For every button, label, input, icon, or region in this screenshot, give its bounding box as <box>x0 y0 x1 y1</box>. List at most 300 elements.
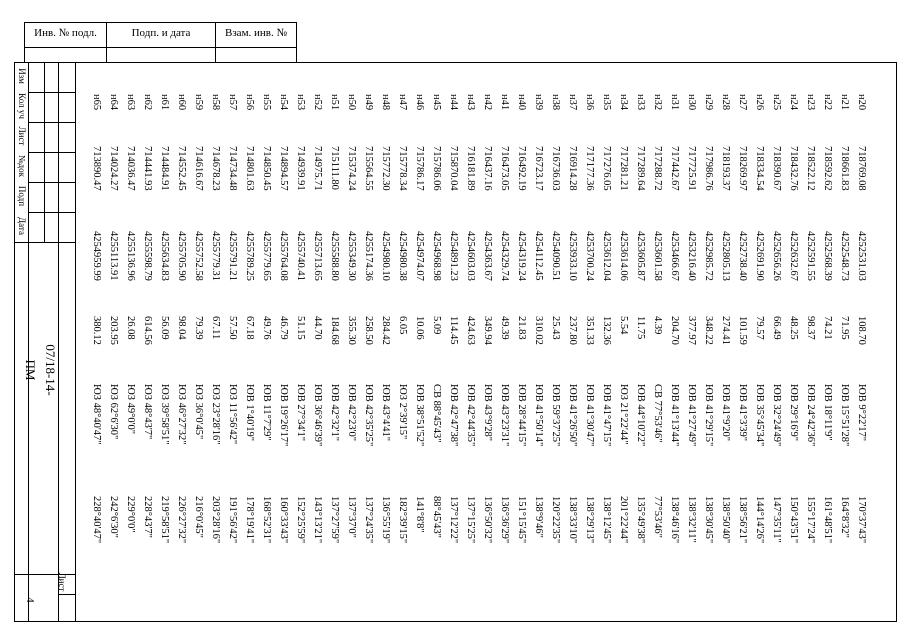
table-cell: 138°33'10" <box>567 496 578 544</box>
table-cell: 714552.45 <box>176 146 187 191</box>
table-cell: 4252656.26 <box>771 231 782 281</box>
table-cell: 136°50'32" <box>482 496 493 544</box>
table-row <box>581 94 598 604</box>
table-cell: н23 <box>805 94 816 111</box>
table-row <box>105 94 122 604</box>
table-cell: 4253605.87 <box>635 231 646 281</box>
table-cell: 351.33 <box>584 316 595 345</box>
table-cell: ЮВ 42°44'35" <box>465 384 476 447</box>
table-cell: 717281.21 <box>618 146 629 191</box>
header-data: Дата <box>17 217 27 235</box>
table-row <box>258 94 275 604</box>
table-row <box>547 94 564 604</box>
table-cell: 718390.67 <box>771 146 782 191</box>
table-cell: 143°13'21" <box>312 496 323 544</box>
table-cell: н38 <box>550 94 561 111</box>
table-cell: 5.54 <box>618 316 629 335</box>
table-row <box>462 94 479 604</box>
table-cell: 46.79 <box>278 316 289 340</box>
table-cell: 147°35'11" <box>771 496 782 543</box>
table-cell: н40 <box>516 94 527 111</box>
table-cell: 138°12'45" <box>601 496 612 544</box>
table-cell: 4255740.41 <box>295 231 306 281</box>
table-cell: 67.11 <box>210 316 221 340</box>
table-cell: 4254968.98 <box>431 231 442 281</box>
table-cell: 98.04 <box>176 316 187 340</box>
sheet-number: 4 <box>24 597 36 603</box>
table-cell: 718193.37 <box>720 146 731 191</box>
table-cell: н58 <box>210 94 221 111</box>
table-row <box>768 94 785 604</box>
table-cell: н34 <box>618 94 629 111</box>
table-cell: 164°8'32" <box>839 496 850 538</box>
table-row <box>241 94 258 604</box>
table-cell: н35 <box>601 94 612 111</box>
table-cell: 4253601.58 <box>652 231 663 281</box>
table-cell: ЮВ 24°42'36" <box>805 384 816 447</box>
table-cell: 715374.24 <box>346 146 357 191</box>
header-ndok: №док <box>17 154 27 178</box>
table-cell: ЮЗ 46°27'32" <box>176 384 187 445</box>
table-cell: 715564.55 <box>363 146 374 191</box>
table-cell: н49 <box>363 94 374 111</box>
table-row <box>683 94 700 604</box>
table-cell: ЮЗ 36°0'45" <box>193 384 204 440</box>
vzam-inv-label: Взам. инв. № <box>225 27 287 39</box>
table-row <box>275 94 292 604</box>
table-cell: 715786.06 <box>431 146 442 191</box>
table-cell: н28 <box>720 94 731 111</box>
header-kol-uch: Кол уч <box>17 93 27 119</box>
table-cell: ЮВ 42°32'1" <box>329 384 340 442</box>
table-cell: ЮВ 59°37'25" <box>550 384 561 447</box>
table-cell: н47 <box>397 94 408 111</box>
table-cell: ЮЗ 48°40'47" <box>91 384 102 445</box>
table-cell: ЮВ 42°23'0" <box>346 384 357 442</box>
table-cell: 377.97 <box>686 316 697 345</box>
table-cell: 132.36 <box>601 316 612 345</box>
table-cell: 67.18 <box>244 316 255 340</box>
table-cell: 136°55'19" <box>380 496 391 544</box>
table-cell: ЮЗ 39°58'51" <box>159 384 170 445</box>
table-cell: н61 <box>159 94 170 111</box>
table-cell: 237.80 <box>567 316 578 345</box>
table-cell: 714850.45 <box>261 146 272 191</box>
table-cell: 48.25 <box>788 316 799 340</box>
table-cell: 4254090.51 <box>550 231 561 281</box>
table-cell: 204.70 <box>669 316 680 345</box>
table-cell: 135°49'38" <box>635 496 646 544</box>
table-cell: 4252591.55 <box>805 231 816 281</box>
table-cell: 203.95 <box>108 316 119 345</box>
table-cell: ЮВ 43°9'28" <box>482 384 493 442</box>
table-cell: 4255588.80 <box>329 231 340 281</box>
table-row <box>122 94 139 604</box>
table-cell: н26 <box>754 94 765 111</box>
table-cell: 424.63 <box>465 316 476 345</box>
table-cell: 714024.27 <box>108 146 119 191</box>
table-cell: н62 <box>142 94 153 111</box>
table-cell: 228°40'47" <box>91 496 102 544</box>
table-cell: 108.70 <box>856 316 867 345</box>
sheet-label: Лист <box>57 572 67 592</box>
table-cell: 713890.47 <box>91 146 102 191</box>
table-cell: 170°37'43" <box>856 496 867 544</box>
table-row <box>428 94 445 604</box>
table-cell: н43 <box>465 94 476 111</box>
table-cell: 4252548.73 <box>839 231 850 281</box>
table-cell: н22 <box>822 94 833 111</box>
table-cell: 716914.28 <box>567 146 578 191</box>
table-cell: 138°56'21" <box>737 496 748 544</box>
table-cell: 718661.83 <box>839 146 850 191</box>
table-row <box>292 94 309 604</box>
header-izm: Изм <box>17 68 27 84</box>
table-cell: 355.30 <box>346 316 357 345</box>
table-cell: 219°58'51" <box>159 496 170 544</box>
table-cell: 191°56'42" <box>227 496 238 544</box>
table-cell: 4254980.38 <box>397 231 408 281</box>
table-cell: 152°25'59" <box>295 496 306 544</box>
table-row <box>88 94 105 604</box>
table-row <box>530 94 547 604</box>
table-cell: 4255598.79 <box>142 231 153 281</box>
table-cell: ЮВ 41°26'50" <box>567 384 578 447</box>
table-cell: 717725.91 <box>686 146 697 191</box>
table-cell: 98.37 <box>805 316 816 340</box>
table-cell: 4254891.23 <box>448 231 459 281</box>
table-cell: 714036.47 <box>125 146 136 191</box>
table-row <box>819 94 836 604</box>
table-row <box>513 94 530 604</box>
table-cell: 5.09 <box>431 316 442 335</box>
table-cell: н33 <box>635 94 646 111</box>
table-cell: 4.39 <box>652 316 663 335</box>
table-cell: 44.70 <box>312 316 323 340</box>
table-cell: 4255705.90 <box>176 231 187 281</box>
table-cell: 718334.54 <box>754 146 765 191</box>
table-cell: н57 <box>227 94 238 111</box>
table-cell: ЮВ 32°24'49" <box>771 384 782 447</box>
table-cell: 714484.91 <box>159 146 170 191</box>
table-cell: н32 <box>652 94 663 111</box>
table-cell: 4252632.67 <box>788 231 799 281</box>
table-cell: ЮЗ 2°39'15" <box>397 384 408 440</box>
table-cell: 66.49 <box>771 316 782 340</box>
table-cell: 49.76 <box>261 316 272 340</box>
table-cell: 4255349.30 <box>346 231 357 281</box>
table-row <box>479 94 496 604</box>
table-cell: 714616.67 <box>193 146 204 191</box>
table-cell: 717442.67 <box>669 146 680 191</box>
table-cell: 715772.30 <box>380 146 391 191</box>
table-row <box>700 94 717 604</box>
table-cell: 242°6'30" <box>108 496 119 538</box>
table-cell: 718522.12 <box>805 146 816 191</box>
table-row <box>445 94 462 604</box>
table-cell: ЮВ 41°13'44" <box>669 384 680 447</box>
table-cell: 203°28'16" <box>210 496 221 544</box>
table-cell: 4252531.03 <box>856 231 867 281</box>
table-cell: ЮВ 9°22'17" <box>856 384 867 442</box>
table-cell: 4253933.10 <box>567 231 578 281</box>
table-cell: 714734.48 <box>227 146 238 191</box>
table-row <box>785 94 802 604</box>
table-row <box>649 94 666 604</box>
table-cell: 714678.23 <box>210 146 221 191</box>
table-cell: 216°0'45" <box>193 496 204 538</box>
table-cell: 718592.62 <box>822 146 833 191</box>
table-cell: ЮВ 38°51'52" <box>414 384 425 447</box>
table-cell: 184.68 <box>329 316 340 345</box>
podp-data-label: Подп. и дата <box>131 27 191 39</box>
header-list: Лист <box>17 126 27 146</box>
table-cell: н55 <box>261 94 272 111</box>
table-cell: н46 <box>414 94 425 111</box>
table-cell: 150°43'51" <box>788 496 799 544</box>
table-row <box>309 94 326 604</box>
table-cell: 4255789.25 <box>244 231 255 281</box>
table-cell: 4253700.24 <box>584 231 595 281</box>
table-cell: 284.42 <box>380 316 391 345</box>
table-cell: н27 <box>737 94 748 111</box>
table-cell: 79.39 <box>193 316 204 340</box>
table-cell: 141°8'8" <box>414 496 425 533</box>
table-cell: 137°24'35" <box>363 496 374 544</box>
table-cell: 138°9'46" <box>533 496 544 538</box>
table-cell: н53 <box>295 94 306 111</box>
table-cell: 717276.05 <box>601 146 612 191</box>
table-row <box>173 94 190 604</box>
table-cell: ЮВ 43°23'31" <box>499 384 510 447</box>
table-cell: н45 <box>431 94 442 111</box>
table-row <box>666 94 683 604</box>
table-row <box>632 94 649 604</box>
table-cell: н52 <box>312 94 323 111</box>
table-row <box>717 94 734 604</box>
table-cell: 151°15'45" <box>516 496 527 544</box>
table-cell: н56 <box>244 94 255 111</box>
table-cell: 4253466.67 <box>669 231 680 281</box>
table-cell: 4254959.99 <box>91 231 102 281</box>
table-cell: 274.41 <box>720 316 731 345</box>
table-cell: ЮВ 43°4'41" <box>380 384 391 442</box>
table-cell: 4254329.74 <box>499 231 510 281</box>
table-cell: 714441.93 <box>142 146 153 191</box>
table-cell: 201°22'44" <box>618 496 629 544</box>
table-cell: 380.12 <box>91 316 102 345</box>
table-cell: СВ 77°53'46" <box>652 384 663 443</box>
table-cell: 51.15 <box>295 316 306 340</box>
table-cell: ЮВ 41°29'15" <box>703 384 714 447</box>
table-cell: 144°14'26" <box>754 496 765 544</box>
table-cell: ЮВ 42°35'25" <box>363 384 374 447</box>
table-cell: н59 <box>193 94 204 111</box>
table-cell: 717986.76 <box>703 146 714 191</box>
table-cell: 4255136.96 <box>125 231 136 281</box>
table-row <box>377 94 394 604</box>
table-cell: 4254363.67 <box>482 231 493 281</box>
table-row <box>802 94 819 604</box>
table-cell: ЮЗ 23°28'16" <box>210 384 221 445</box>
table-cell: 4255713.65 <box>312 231 323 281</box>
table-cell: 79.57 <box>754 316 765 340</box>
table-cell: 138°29'13" <box>584 496 595 544</box>
table-cell: ЮВ 28°44'15" <box>516 384 527 447</box>
table-cell: н24 <box>788 94 799 111</box>
table-cell: ЮВ 35°45'34" <box>754 384 765 447</box>
table-cell: 4255752.58 <box>193 231 204 281</box>
table-cell: 137°15'25" <box>465 496 476 544</box>
table-cell: н30 <box>686 94 697 111</box>
table-row <box>564 94 581 604</box>
table-cell: 718769.08 <box>856 146 867 191</box>
table-cell: 717288.72 <box>652 146 663 191</box>
table-cell: ЮВ 41°3'39" <box>737 384 748 442</box>
table-cell: н50 <box>346 94 357 111</box>
table-cell: 6.05 <box>397 316 408 335</box>
table-row <box>411 94 428 604</box>
table-cell: 49.39 <box>499 316 510 340</box>
table-cell: н36 <box>584 94 595 111</box>
table-cell: 4252738.40 <box>737 231 748 281</box>
table-cell: 715778.34 <box>397 146 408 191</box>
table-cell: ЮВ 11°7'29" <box>261 384 272 441</box>
document-code: 07/18-14-ПМ <box>23 344 58 396</box>
table-cell: 88°45'43" <box>431 496 442 538</box>
table-cell: 4254319.24 <box>516 231 527 281</box>
table-cell: 4254980.10 <box>380 231 391 281</box>
table-cell: 310.02 <box>533 316 544 345</box>
table-cell: ЮВ 41°27'49" <box>686 384 697 447</box>
table-cell: н44 <box>448 94 459 111</box>
table-cell: н51 <box>329 94 340 111</box>
table-cell: н63 <box>125 94 136 111</box>
table-row <box>224 94 241 604</box>
table-cell: 4255791.21 <box>227 231 238 281</box>
table-cell: 4253612.04 <box>601 231 612 281</box>
table-cell: н41 <box>499 94 510 111</box>
stamp-box <box>24 22 297 62</box>
podp-data-cell <box>107 23 216 63</box>
table-cell: 229°0'0" <box>125 496 136 533</box>
table-cell: 4255779.31 <box>210 231 221 281</box>
table-cell: 137°12'22" <box>448 496 459 544</box>
header-podp: Подп <box>17 185 27 207</box>
table-cell: ЮВ 41°30'47" <box>584 384 595 447</box>
table-cell: 137°37'0" <box>346 496 357 538</box>
table-cell: ЮЗ 11°56'42" <box>227 384 238 445</box>
table-cell: 717177.36 <box>584 146 595 191</box>
table-cell: 178°19'41" <box>244 496 255 544</box>
table-cell: 714939.91 <box>295 146 306 191</box>
table-cell: ЮВ 15°51'28" <box>839 384 850 447</box>
table-cell: ЮВ 19°26'17" <box>278 384 289 447</box>
table-cell: ЮВ 27°34'1" <box>295 384 306 442</box>
table-cell: 716181.89 <box>465 146 476 191</box>
table-cell: н20 <box>856 94 867 111</box>
table-cell: н25 <box>771 94 782 111</box>
table-cell: 4253614.06 <box>618 231 629 281</box>
table-cell: ЮВ 41°47'15" <box>601 384 612 447</box>
table-cell: 258.50 <box>363 316 374 345</box>
coordinates-table <box>88 94 883 604</box>
table-cell: 717289.64 <box>635 146 646 191</box>
table-cell: 136°36'29" <box>499 496 510 544</box>
table-cell: 4254112.45 <box>533 231 544 281</box>
table-cell: 715870.04 <box>448 146 459 191</box>
table-cell: 138°46'16" <box>669 496 680 544</box>
table-cell: н21 <box>839 94 850 111</box>
table-cell: 57.50 <box>227 316 238 340</box>
table-cell: 120°22'35" <box>550 496 561 544</box>
table-cell: 114.45 <box>448 316 459 345</box>
table-cell: н60 <box>176 94 187 111</box>
table-cell: н48 <box>380 94 391 111</box>
table-cell: 614.56 <box>142 316 153 345</box>
table-cell: 4255764.08 <box>278 231 289 281</box>
table-row <box>156 94 173 604</box>
table-cell: СВ 88°45'43" <box>431 384 442 443</box>
table-cell: н37 <box>567 94 578 111</box>
table-cell: 4255113.91 <box>108 231 119 281</box>
table-cell: 714975.71 <box>312 146 323 191</box>
table-row <box>343 94 360 604</box>
table-cell: 138°30'45" <box>703 496 714 544</box>
table-cell: 21.83 <box>516 316 527 340</box>
table-row <box>853 94 870 604</box>
table-cell: 155°17'24" <box>805 496 816 544</box>
table-cell: 716473.05 <box>499 146 510 191</box>
table-cell: 4254974.07 <box>414 231 425 281</box>
table-cell: 714894.57 <box>278 146 289 191</box>
table-cell: 138°50'40" <box>720 496 731 544</box>
table-cell: 716723.17 <box>533 146 544 191</box>
table-cell: 716492.19 <box>516 146 527 191</box>
table-cell: ЮВ 42°47'38" <box>448 384 459 447</box>
table-cell: 160°33'43" <box>278 496 289 544</box>
table-cell: 348.22 <box>703 316 714 345</box>
table-row <box>836 94 853 604</box>
table-cell: 4252568.39 <box>822 231 833 281</box>
table-row <box>139 94 156 604</box>
table-cell: 71.95 <box>839 316 850 340</box>
table-cell: ЮВ 36°46'39" <box>312 384 323 447</box>
table-cell: 4255634.83 <box>159 231 170 281</box>
table-cell: 4255779.65 <box>261 231 272 281</box>
table-cell: 228°43'7" <box>142 496 153 538</box>
table-cell: н64 <box>108 94 119 111</box>
table-cell: 77°53'46" <box>652 496 663 538</box>
inv-podl-label: Инв. № подл. <box>34 27 97 39</box>
table-row <box>326 94 343 604</box>
table-cell: 4253216.40 <box>686 231 697 281</box>
table-row <box>615 94 632 604</box>
table-cell: 25.43 <box>550 316 561 340</box>
table-row <box>360 94 377 604</box>
table-cell: н39 <box>533 94 544 111</box>
table-cell: 349.94 <box>482 316 493 345</box>
table-cell: ЮВ 41°50'14" <box>533 384 544 447</box>
table-cell: ЮВ 44°10'22" <box>635 384 646 447</box>
table-cell: 4255174.36 <box>363 231 374 281</box>
table-cell: 56.09 <box>159 316 170 340</box>
table-cell: 718269.97 <box>737 146 748 191</box>
table-cell: ЮВ 41°9'20" <box>720 384 731 442</box>
table-cell: 4252985.72 <box>703 231 714 281</box>
table-cell: 4254603.03 <box>465 231 476 281</box>
table-cell: ЮЗ 49°0'0" <box>125 384 136 435</box>
